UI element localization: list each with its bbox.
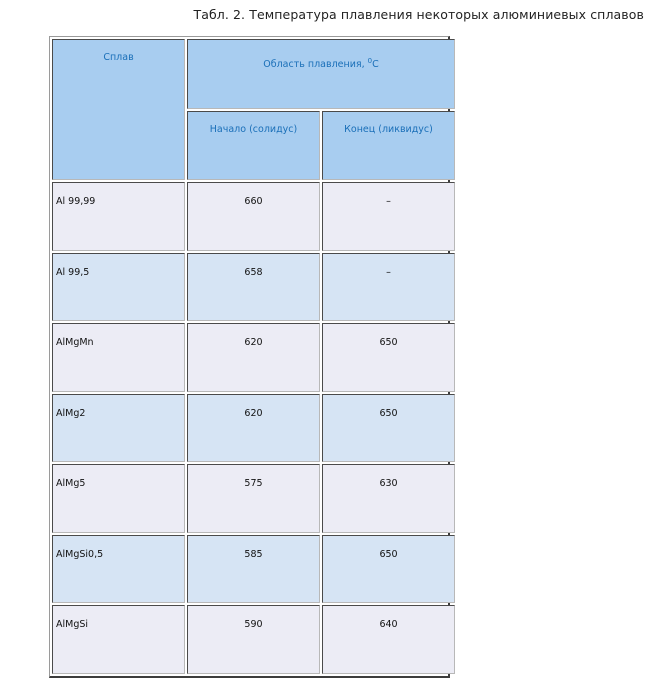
- cell-alloy: AlMgMn: [52, 323, 185, 392]
- cell-end: –: [322, 182, 455, 251]
- cell-end: 650: [322, 535, 455, 604]
- table-row: [52, 535, 455, 604]
- header-end-liquidus: Конец (ликвидус): [322, 111, 455, 180]
- table-caption: Табл. 2. Температура плавления некоторых алюминиевых сплавов: [193, 7, 644, 22]
- header-melting-range-text: Область плавления,: [263, 59, 368, 70]
- table-row: [52, 394, 455, 463]
- table-row: [52, 605, 455, 674]
- cell-end: 650: [322, 323, 455, 392]
- cell-start: 658: [187, 253, 320, 322]
- cell-start: 620: [187, 323, 320, 392]
- cell-end: 640: [322, 605, 455, 674]
- table-row: [52, 323, 455, 392]
- cell-alloy: Al 99,5: [52, 253, 185, 322]
- unit-celsius: С: [372, 59, 379, 70]
- header-melting-range: [187, 39, 455, 109]
- cell-alloy: AlMgSi: [52, 605, 185, 674]
- degree-superscript: 0: [367, 57, 373, 65]
- cell-end: 650: [322, 394, 455, 463]
- table-row: [52, 182, 455, 251]
- cell-end: –: [322, 253, 455, 322]
- cell-start: 590: [187, 605, 320, 674]
- melting-temperature-table: [49, 36, 450, 678]
- cell-alloy: Al 99,99: [52, 182, 185, 251]
- cell-alloy: AlMgSi0,5: [52, 535, 185, 604]
- header-start-solidus: Начало (солидус): [187, 111, 320, 180]
- cell-start: 575: [187, 464, 320, 533]
- table-row: [52, 464, 455, 533]
- cell-alloy: AlMg2: [52, 394, 185, 463]
- header-alloy: Сплав: [52, 39, 185, 180]
- cell-start: 585: [187, 535, 320, 604]
- cell-start: 620: [187, 394, 320, 463]
- table-row: [52, 253, 455, 322]
- cell-end: 630: [322, 464, 455, 533]
- cell-start: 660: [187, 182, 320, 251]
- cell-alloy: AlMg5: [52, 464, 185, 533]
